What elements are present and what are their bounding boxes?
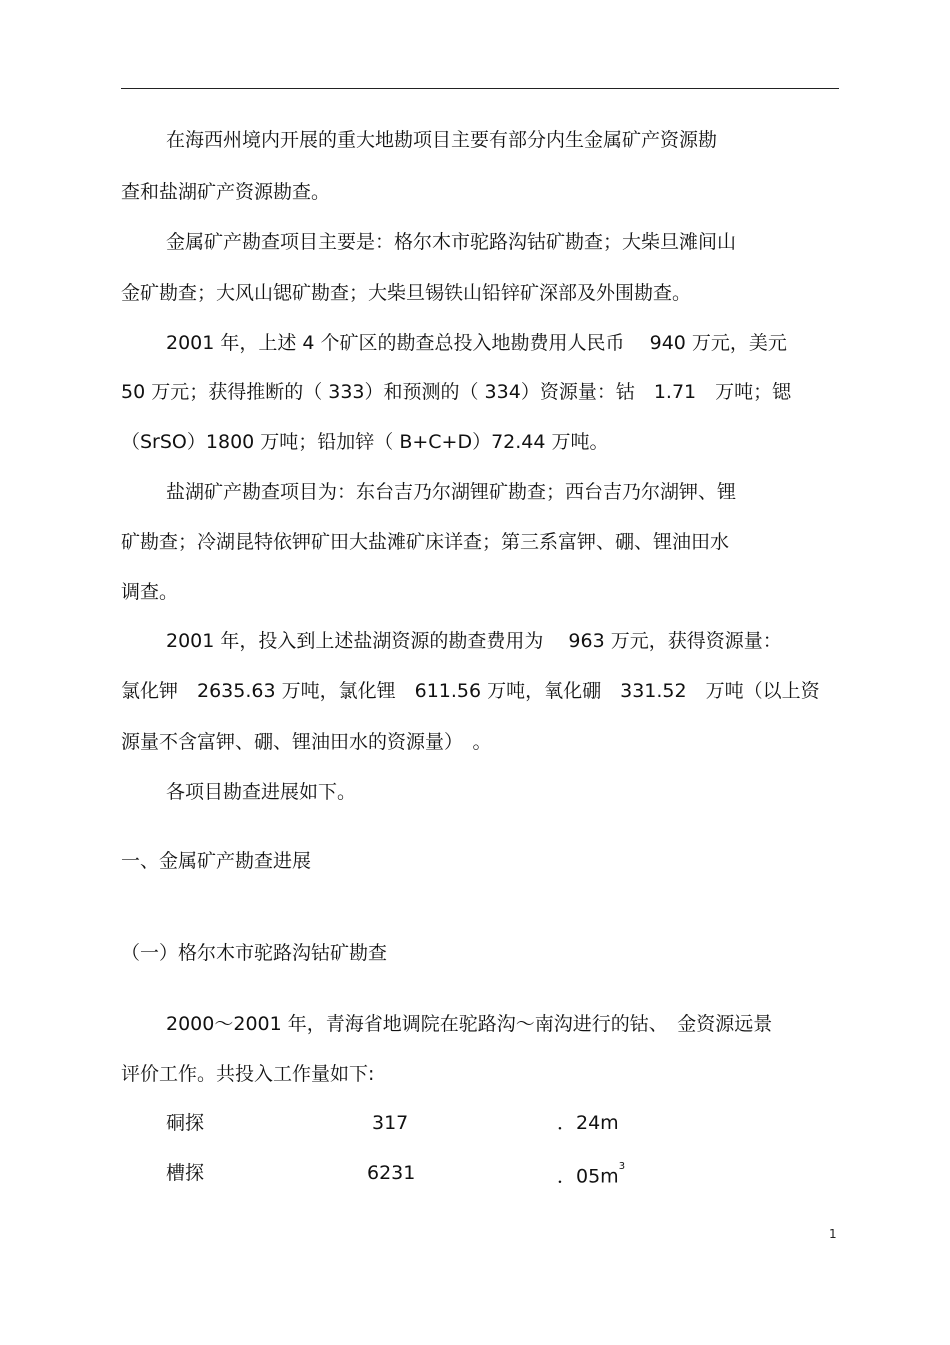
paragraph-line: （SrSO）1800 万吨；铅加锌（ B+C+D）72.44 万吨。	[121, 431, 609, 453]
paragraph-line: 源量不含富钾、硼、锂油田水的资源量） 。	[121, 731, 492, 753]
section-heading: 一、金属矿产勘查进展	[121, 850, 312, 872]
paragraph-line: 矿勘查；冷湖昆特依钾矿田大盐滩矿床详查；第三系富钾、硼、锂油田水	[121, 531, 730, 553]
paragraph-line: 调查。	[121, 581, 179, 603]
workload-item: 硐探	[166, 1112, 205, 1134]
paragraph-line: 2001 年，投入到上述盐湖资源的勘查费用为 963 万元，获得资源量：	[166, 630, 782, 652]
workload-decimal: ．24m	[557, 1112, 619, 1134]
workload-row	[0, 1111, 950, 1135]
paragraph-line: 氯化钾 2635.63 万吨，氯化锂 611.56 万吨，氧化硼 331.52 万吨（以上资	[121, 680, 820, 702]
paragraph-line: 金矿勘查；大风山锶矿勘查；大柴旦锡铁山铅锌矿深部及外围勘查。	[121, 282, 692, 304]
paragraph-line: 金属矿产勘查项目主要是：格尔木市驼路沟钴矿勘查；大柴旦滩间山	[166, 231, 737, 253]
paragraph-line: 查和盐湖矿产资源勘查。	[121, 181, 331, 203]
paragraph-line: 在海西州境内开展的重大地勘项目主要有部分内生金属矿产资源勘	[166, 129, 718, 151]
paragraph-line: 2000～2001 年，青海省地调院在驼路沟～南沟进行的钴、 金资源远景	[166, 1013, 773, 1035]
workload-decimal: ．$05m^3$	[557, 1161, 626, 1188]
cubic-superscript: 3	[618, 1161, 626, 1172]
paragraph-line: 2001 年，上述 4 个矿区的勘查总投入地勘费用人民币 940 万元，美元	[166, 332, 787, 354]
page-number: 1	[829, 1227, 837, 1241]
paragraph-line: 盐湖矿产勘查项目为：东台吉乃尔湖锂矿勘查；西台吉乃尔湖钾、锂	[166, 481, 737, 503]
paragraph-line: 50 万元；获得推断的（ 333）和预测的（ 334）资源量：钴 1.71 万吨；锶	[121, 381, 792, 403]
workload-value: 317	[372, 1112, 409, 1134]
header-rule	[121, 88, 839, 89]
workload-item: 槽探	[166, 1162, 205, 1184]
workload-row	[0, 1161, 950, 1188]
subsection-heading: （一）格尔木市驼路沟钴矿勘查	[121, 942, 388, 964]
workload-value: 6231	[367, 1162, 416, 1184]
paragraph-line: 各项目勘查进展如下。	[166, 781, 357, 803]
paragraph-line: 评价工作。共投入工作量如下:	[121, 1063, 375, 1085]
